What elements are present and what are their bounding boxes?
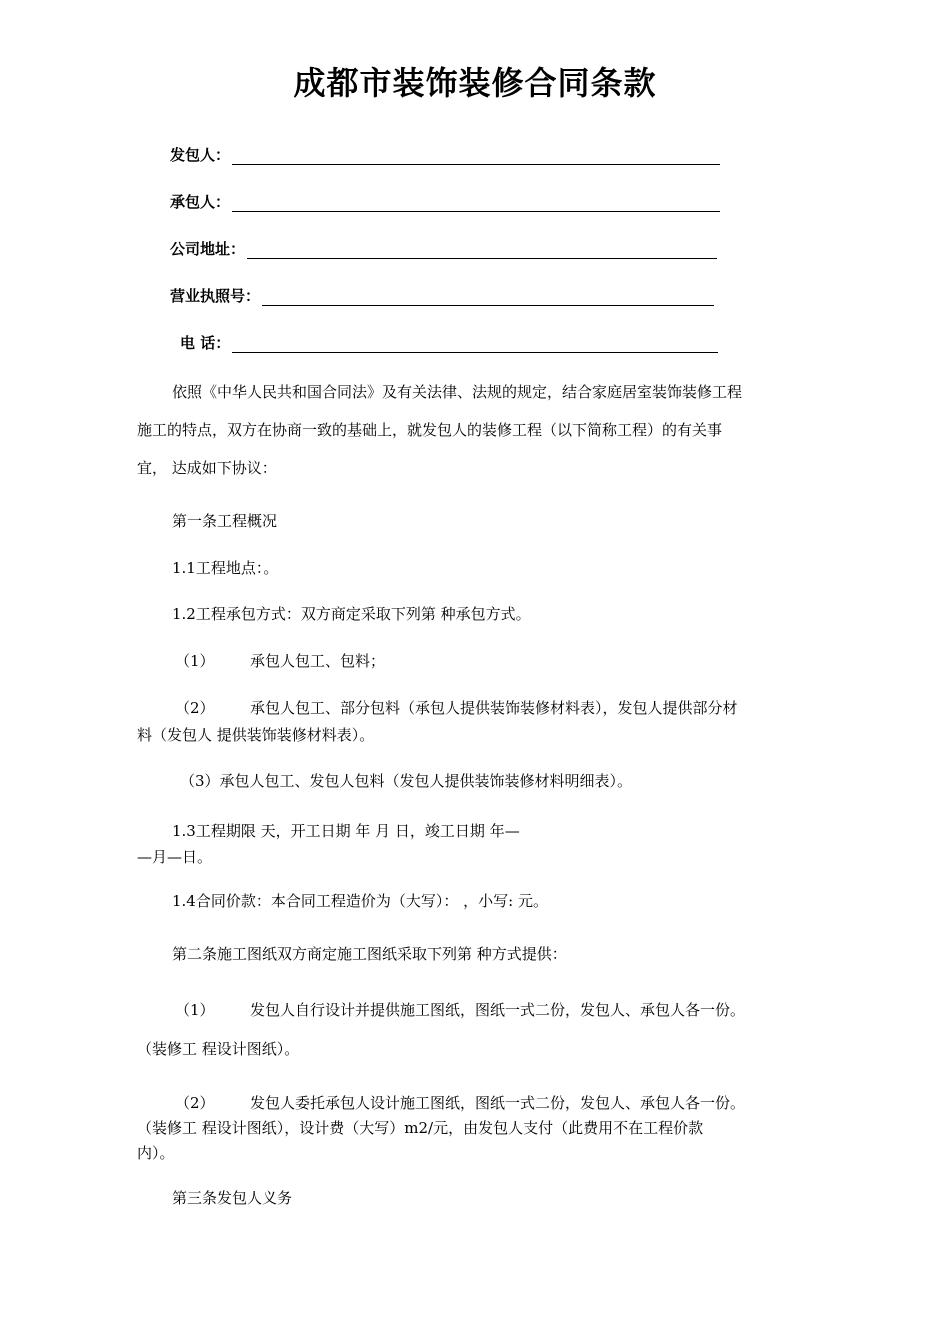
option-3-text: （3）承包人包工、发包人包料（发包人提供装饰装修材料明细表）。 [180,772,633,790]
clause-1-4: 1.4合同价款：本合同工程造价为（大写）： ，小写: 元。 [172,892,548,910]
contractor-field [170,190,720,212]
phone-label: 电 话： [180,334,231,352]
option-2-continuation: 料（发包人 提供装饰装修材料表）。 [137,726,375,744]
address-blank [247,240,717,259]
article-2-option-2-continuation-2: 内）。 [137,1144,175,1162]
article-2-option-1-text: 发包人自行设计并提供施工图纸，图纸一式二份，发包人、承包人各一份。 [250,1001,746,1019]
option-1-number: （1） [175,652,215,670]
article-1-heading: 第一条工程概况 [172,512,278,530]
page-title: 成都市装饰装修合同条款 [293,64,657,102]
clause-1-2: 1.2工程承包方式：双方商定采取下列第 种承包方式。 [172,605,531,623]
article-2-option-2-number: （2） [175,1094,215,1112]
client-blank [232,146,720,165]
license-label: 营业执照号： [170,287,261,305]
article-2-option-1-continuation: （装修工 程设计图纸）。 [137,1040,300,1058]
client-label: 发包人： [170,146,231,164]
contractor-label: 承包人： [170,193,231,211]
intro-line-2: 施工的特点，双方在协商一致的基础上，就发包人的装修工程（以下简称工程）的有关事 [137,421,723,439]
license-blank [262,287,714,306]
option-2-text: 承包人包工、部分包料（承包人提供装饰装修材料表），发包人提供部分材 [250,699,738,717]
clause-1-3-line-2: —月—日。 [137,848,213,866]
client-field [170,143,720,165]
address-label: 公司地址： [170,240,246,258]
phone-field [180,331,718,353]
option-1-text: 承包人包工、包料； [250,652,386,670]
address-field [170,237,717,259]
contractor-blank [232,193,720,212]
license-field [170,284,714,306]
intro-line-1: 依照《中华人民共和国合同法》及有关法律、法规的规定，结合家庭居室装饰装修工程 [172,383,743,401]
clause-1-3-line-1: 1.3工程期限 天，开工日期 年 月 日，竣工日期 年— [172,822,520,840]
article-2-heading: 第二条施工图纸双方商定施工图纸采取下列第 种方式提供： [172,945,567,963]
phone-blank [232,334,718,353]
article-2-option-1-number: （1） [175,1001,215,1019]
article-2-option-2-text: 发包人委托承包人设计施工图纸，图纸一式二份，发包人、承包人各一份。 [250,1094,746,1112]
article-3-heading: 第三条发包人义务 [172,1189,293,1207]
intro-line-3: 宜， 达成如下协议： [137,459,277,477]
clause-1-1: 1.1工程地点：。 [172,559,279,577]
article-2-option-2-continuation-1: （装修工 程设计图纸），设计费（大写）m2/元，由发包人支付（此费用不在工程价款 [137,1119,704,1137]
option-2-number: （2） [175,699,215,717]
